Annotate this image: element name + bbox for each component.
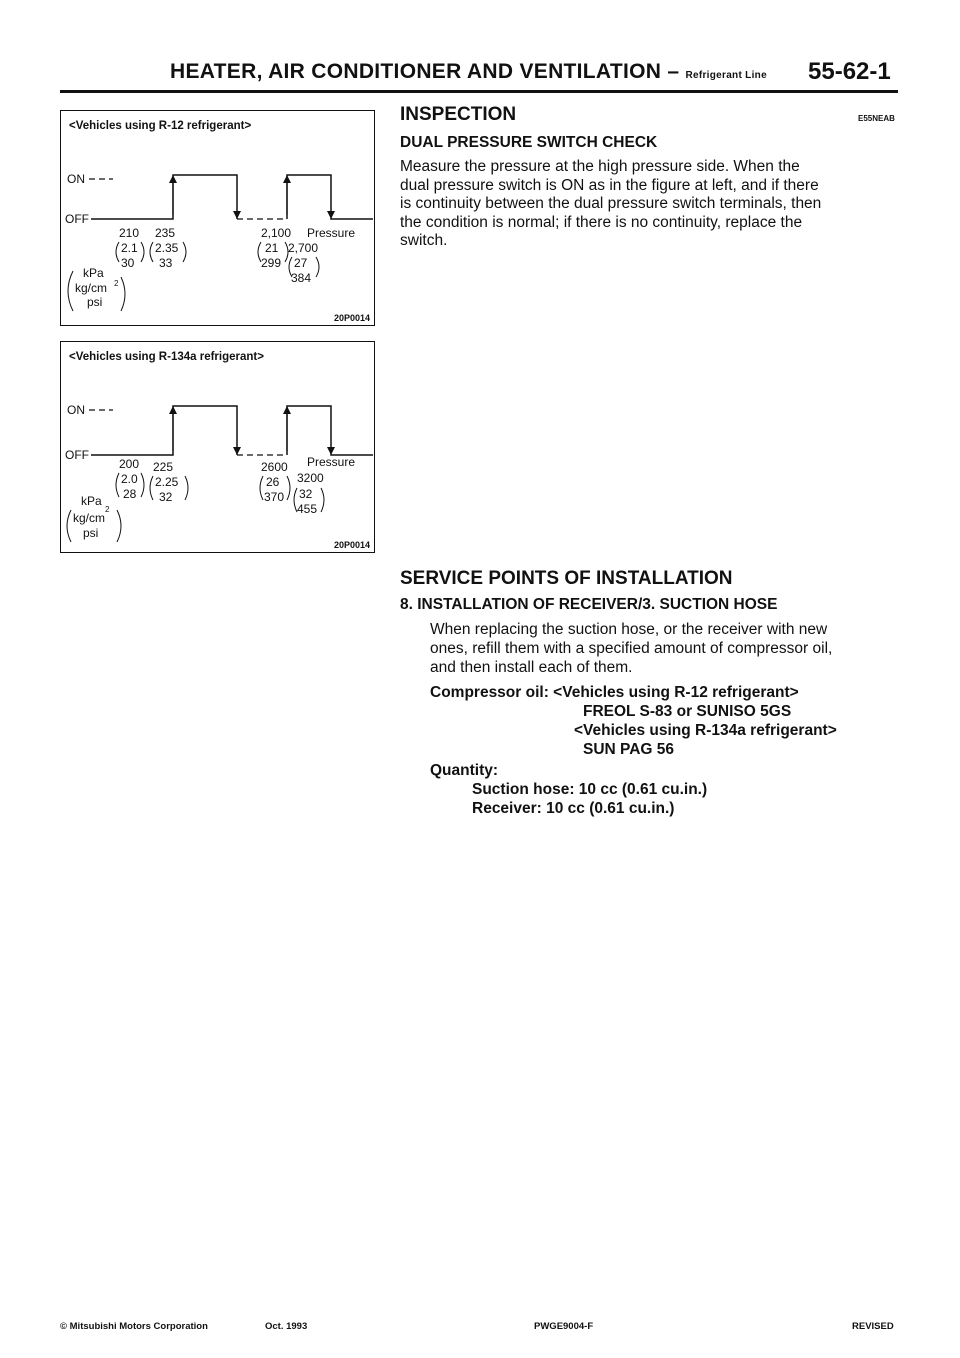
suction-hose-quantity: Suction hose: 10 cc (0.61 cu.in.) bbox=[472, 781, 708, 798]
unit-psi: psi bbox=[83, 526, 99, 540]
footer-date: Oct. 1993 bbox=[265, 1321, 308, 1332]
point-kgcm: 26 bbox=[266, 475, 280, 489]
on-label: ON bbox=[67, 403, 85, 417]
section-code: E55NEAB bbox=[858, 114, 895, 123]
oil-r134a-value: SUN PAG 56 bbox=[583, 741, 675, 758]
header-main-title: HEATER, AIR CONDITIONER AND VENTILATION – bbox=[170, 60, 680, 83]
paragraph-line: is continuity between the dual pressure switch terminals, then bbox=[400, 195, 822, 212]
arrow-up-icon bbox=[169, 175, 177, 183]
point-psi: 33 bbox=[159, 256, 173, 270]
header-divider bbox=[60, 90, 898, 93]
page-number: 55-62-1 bbox=[808, 58, 891, 85]
point-kgcm: 32 bbox=[299, 487, 313, 501]
point-kpa: 2,100 bbox=[261, 226, 292, 240]
pressure-label: Pressure bbox=[307, 226, 356, 240]
header-subtitle: Refrigerant Line bbox=[685, 70, 767, 81]
point-psi: 455 bbox=[297, 502, 318, 516]
unit-kpa: kPa bbox=[83, 266, 104, 280]
inspection-title: INSPECTION bbox=[400, 104, 517, 125]
pressure-label: Pressure bbox=[307, 455, 356, 469]
footer-copyright: © Mitsubishi Motors Corporation bbox=[60, 1321, 208, 1332]
service-title: SERVICE POINTS OF INSTALLATION bbox=[400, 568, 733, 589]
oil-r134a-vehicle: <Vehicles using R-134a refrigerant> bbox=[574, 722, 837, 739]
paragraph-line: the condition is normal; if there is no continuity, replace the bbox=[400, 213, 803, 231]
point-kgcm: 27 bbox=[294, 256, 308, 270]
compressor-oil-label bbox=[430, 684, 799, 702]
service-item-heading: 8. INSTALLATION OF RECEIVER/3. SUCTION HOSE bbox=[400, 596, 778, 613]
point-kpa: 210 bbox=[119, 226, 140, 240]
quantity-label: Quantity: bbox=[430, 762, 499, 779]
unit-superscript: 2 bbox=[114, 279, 119, 288]
switch-waveform-low bbox=[91, 406, 237, 455]
arrow-down-icon bbox=[327, 447, 335, 455]
point-kgcm: 21 bbox=[265, 241, 279, 255]
off-label: OFF bbox=[65, 448, 89, 462]
arrow-up-icon bbox=[283, 175, 291, 183]
arrow-down-icon bbox=[327, 211, 335, 219]
point-kpa: 200 bbox=[119, 457, 140, 471]
pressure-switch-diagram bbox=[61, 342, 373, 550]
paragraph-line: switch. bbox=[400, 232, 448, 249]
point-psi: 384 bbox=[291, 271, 312, 285]
arrow-down-icon bbox=[233, 447, 241, 455]
oil-label: Compressor oil: bbox=[430, 684, 549, 701]
point-kgcm: 2.25 bbox=[155, 475, 179, 489]
unit-kgcm: kg/cm bbox=[75, 281, 108, 295]
point-kpa: 2,700 bbox=[288, 241, 319, 255]
point-kgcm: 2.35 bbox=[155, 241, 179, 255]
figure-code: 20P0014 bbox=[333, 313, 370, 323]
inspection-paragraph bbox=[400, 158, 900, 251]
point-psi: 30 bbox=[121, 256, 135, 270]
point-kpa: 235 bbox=[155, 226, 176, 240]
oil-r12-value: FREOL S-83 or SUNISO 5GS bbox=[583, 703, 792, 720]
paragraph-line: dual pressure switch is ON as in the figure at left, and if there bbox=[400, 176, 819, 194]
point-kpa: 3200 bbox=[297, 471, 324, 485]
point-psi: 299 bbox=[261, 256, 282, 270]
off-label: OFF bbox=[65, 212, 89, 226]
switch-waveform-low bbox=[91, 175, 237, 219]
point-psi: 32 bbox=[159, 490, 173, 504]
pressure-switch-diagram bbox=[61, 111, 373, 323]
point-kpa: 225 bbox=[153, 460, 174, 474]
unit-kgcm: kg/cm bbox=[73, 511, 106, 525]
footer-status: REVISED bbox=[852, 1321, 894, 1332]
arrow-up-icon bbox=[169, 406, 177, 414]
on-label: ON bbox=[67, 172, 85, 186]
service-paragraph bbox=[430, 620, 902, 677]
figure-r12 bbox=[60, 110, 375, 326]
point-kgcm: 2.1 bbox=[121, 241, 138, 255]
paragraph-line: Measure the pressure at the high pressure side. When the bbox=[400, 158, 800, 175]
figure-r134a bbox=[60, 341, 375, 553]
figure-caption: <Vehicles using R-134a refrigerant> bbox=[69, 351, 264, 363]
receiver-quantity: Receiver: 10 cc (0.61 cu.in.) bbox=[472, 800, 675, 817]
arrow-up-icon bbox=[283, 406, 291, 414]
paragraph-line: When replacing the suction hose, or the receiver with new bbox=[430, 621, 828, 638]
unit-psi: psi bbox=[87, 295, 103, 309]
arrow-down-icon bbox=[233, 211, 241, 219]
paragraph-line: ones, refill them with a specified amount of compressor oil, bbox=[430, 640, 833, 657]
point-kgcm: 2.0 bbox=[121, 472, 138, 486]
figure-code: 20P0014 bbox=[333, 540, 370, 550]
inspection-subtitle: DUAL PRESSURE SWITCH CHECK bbox=[400, 134, 658, 151]
point-psi: 28 bbox=[123, 487, 137, 501]
figure-caption: <Vehicles using R-12 refrigerant> bbox=[69, 120, 252, 132]
point-kpa: 2600 bbox=[261, 460, 288, 474]
header-title bbox=[170, 60, 767, 84]
footer-doc-code: PWGE9004-F bbox=[534, 1321, 594, 1332]
point-psi: 370 bbox=[264, 490, 285, 504]
oil-r12-vehicle: <Vehicles using R-12 refrigerant> bbox=[553, 684, 799, 701]
unit-kpa: kPa bbox=[81, 494, 102, 508]
unit-superscript: 2 bbox=[105, 505, 110, 514]
paragraph-line: and then install each of them. bbox=[430, 659, 633, 676]
